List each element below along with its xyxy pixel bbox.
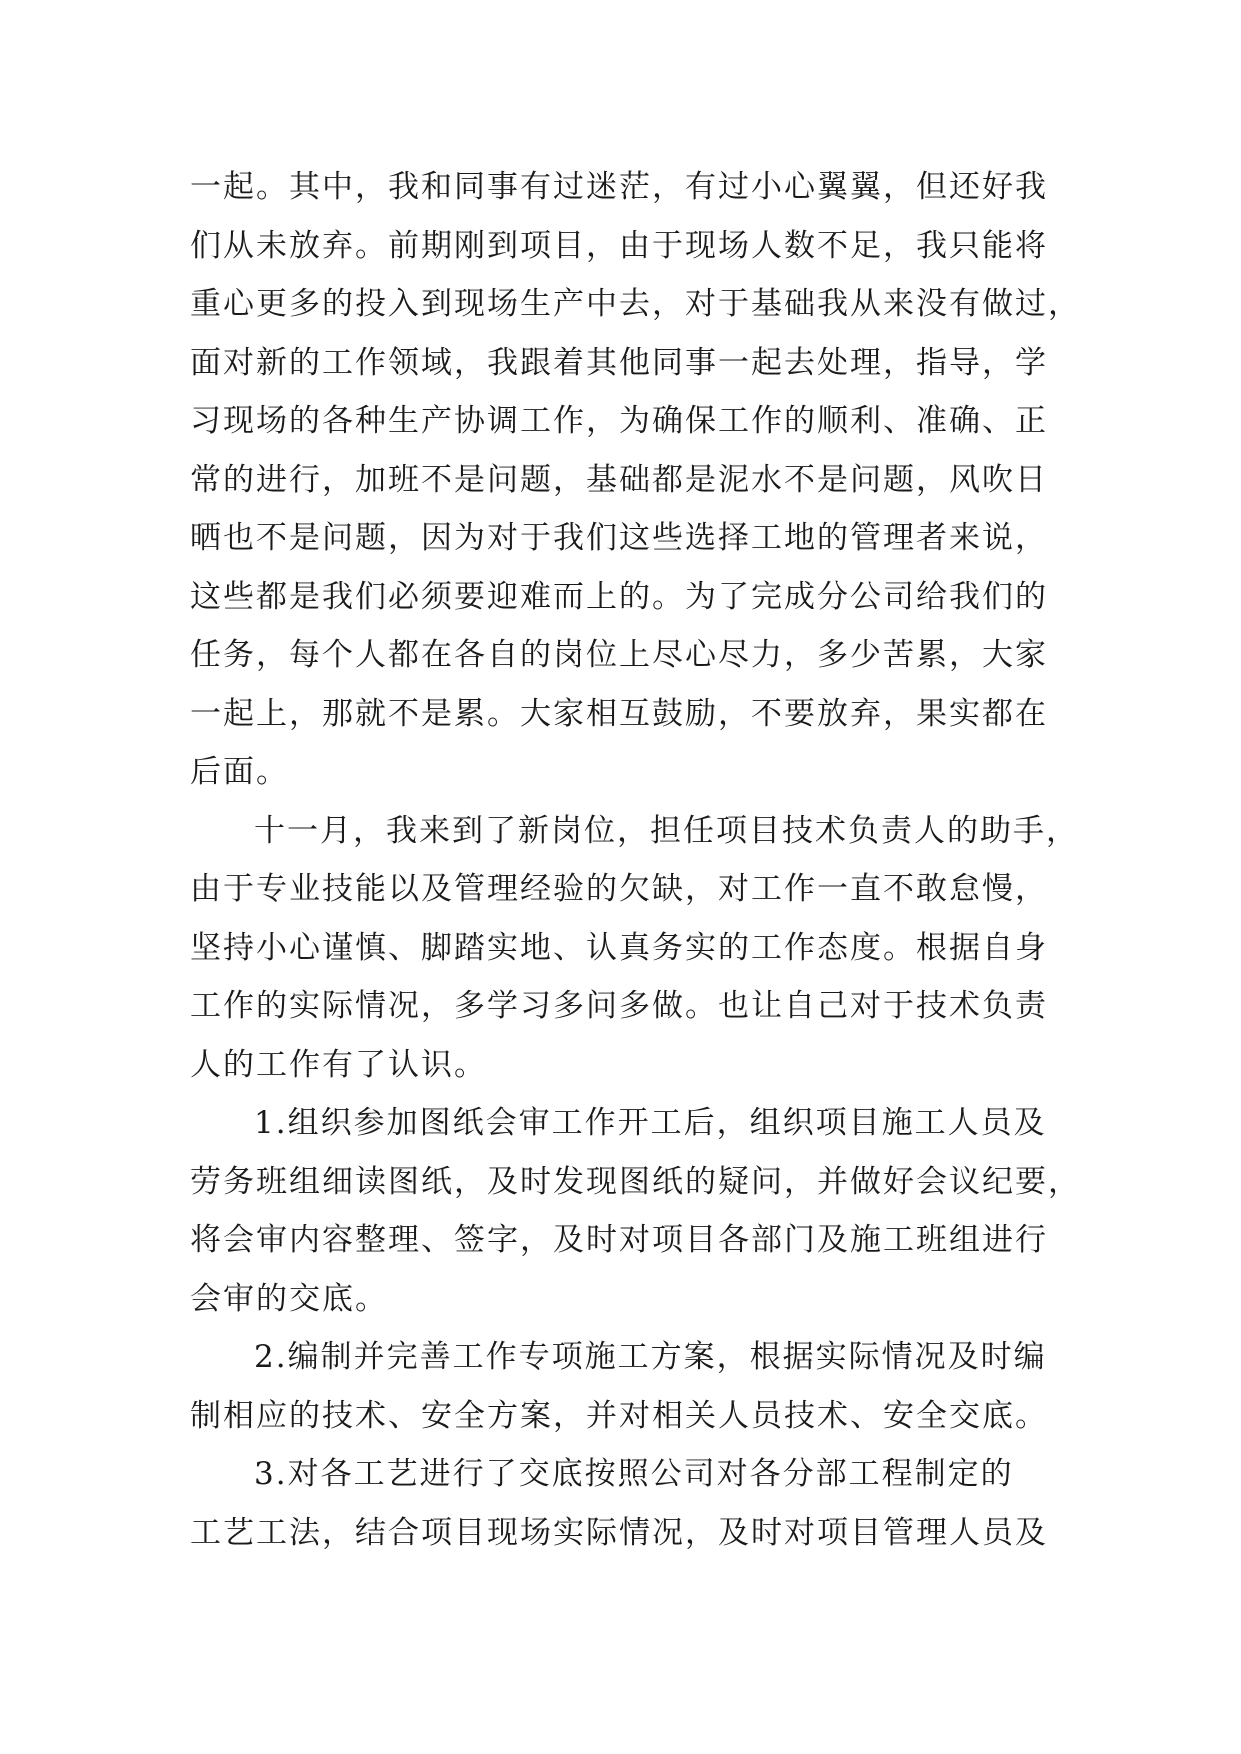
text-line: 劳务班组细读图纸，及时发现图纸的疑问，并做好会议纪要，: [190, 1163, 1081, 1200]
document-body: [190, 158, 1081, 1562]
text-line: 一起。其中，我和同事有过迷茫，有过小心翼翼，但还好我: [190, 169, 1048, 205]
text-line: 重心更多的投入到现场生产中去，对于基础我从来没有做过，: [190, 286, 1081, 322]
list-item-2-start: 2.编制并完善工作专项施工方案，根据实际情况及时编: [254, 1339, 1047, 1375]
text-line: 会审的交底。: [190, 1280, 388, 1317]
text-line: 由于专业技能以及管理经验的欠缺，对工作一直不敢怠慢，: [190, 871, 1048, 907]
text-line: 一起上，那就不是累。大家相互鼓励，不要放弃，果实都在: [190, 695, 1048, 732]
text-line: 工作的实际情况，多学习多问多做。也让自己对于技术负责: [190, 988, 1048, 1024]
text-line: 人的工作有了认识。: [190, 1046, 487, 1083]
text-line: 工艺工法，结合项目现场实际情况，及时对项目管理人员及: [190, 1514, 1048, 1551]
text-line: 常的进行，加班不是问题，基础都是泥水不是问题，风吹日: [190, 461, 1048, 498]
text-line: 们从未放弃。前期刚到项目，由于现场人数不足，我只能将: [190, 227, 1048, 264]
list-item-3-start: 3.对各工艺进行了交底按照公司对各分部工程制定的: [254, 1456, 1014, 1492]
text-line: 面对新的工作领域，我跟着其他同事一起去处理，指导，学: [190, 344, 1048, 381]
text-line: 坚持小心谨慎、脚踏实地、认真务实的工作态度。根据自身: [190, 929, 1048, 966]
text-line: 后面。: [190, 754, 289, 790]
list-item-1-start: 1.组织参加图纸会审工作开工后，组织项目施工人员及: [254, 1105, 1047, 1141]
text-line: 将会审内容整理、签字，及时对项目各部门及施工班组进行: [190, 1222, 1048, 1258]
text-line: 这些都是我们必须要迎难而上的。为了完成分公司给我们的: [190, 578, 1048, 615]
paragraph-start-line: 十一月，我来到了新岗位，担任项目技术负责人的助手，: [254, 812, 1079, 849]
text-line: 任务，每个人都在各自的岗位上尽心尽力，多少苦累，大家: [190, 637, 1048, 673]
text-line: 习现场的各种生产协调工作，为确保工作的顺利、准确、正: [190, 403, 1048, 439]
text-line: 制相应的技术、安全方案，并对相关人员技术、安全交底。: [190, 1397, 1048, 1434]
text-line: 晒也不是问题，因为对于我们这些选择工地的管理者来说，: [190, 520, 1048, 556]
